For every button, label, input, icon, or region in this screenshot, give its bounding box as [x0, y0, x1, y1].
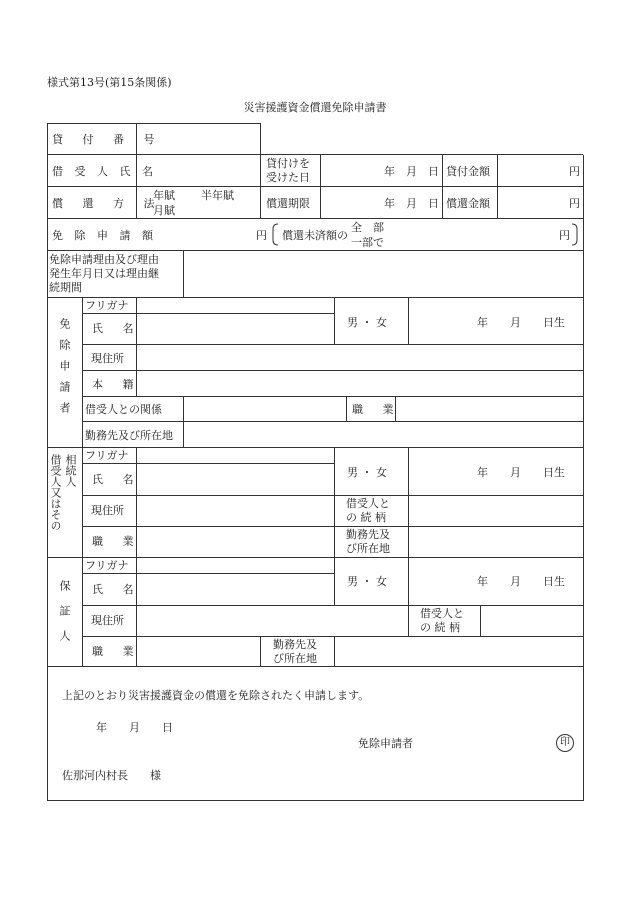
mask-top [261, 123, 584, 124]
heir-address-label: 現住所 [91, 504, 124, 517]
guarantor-occupation-label: 職 業 [92, 645, 142, 658]
exempt-amount-yen: 円 [256, 229, 267, 242]
reason-line-2: 発生年月日又は理由継 [49, 267, 159, 280]
applicant-address-label: 現住所 [91, 352, 124, 365]
guarantor-birth: 年 月 日生 [477, 575, 565, 588]
heir-workplace-label-1: 勤務先及 [346, 528, 390, 541]
loan-date-label-2: 受けた日 [266, 171, 310, 184]
repayment-method-label: 償 還 方 法 [52, 197, 163, 210]
heir-name-label: 氏 名 [92, 473, 142, 486]
option-annual[interactable]: 年賦 [153, 189, 175, 202]
loan-number-field[interactable] [137, 124, 260, 154]
applicant-birth: 年 月 日生 [477, 316, 565, 329]
repaid-amount-label: 償還金額 [446, 197, 490, 210]
heir-side-label-col1: 借受人又はその [49, 454, 62, 531]
signature-applicant-label: 免除申請者 [358, 737, 413, 750]
loan-amount-label: 貸付金額 [446, 165, 490, 178]
seal-mark: 印 [556, 734, 574, 752]
guarantor-relation-label-1: 借受人と [420, 607, 464, 620]
unpaid-label: 償還未済額の [282, 229, 348, 242]
guarantor-gender[interactable]: 男 ・ 女 [347, 575, 387, 588]
loan-number-label: 貸 付 番 号 [52, 133, 163, 146]
guarantor-address-label: 現住所 [91, 614, 124, 627]
guarantor-workplace-label-2: び所在地 [273, 652, 317, 665]
applicant-name-label: 氏 名 [92, 322, 142, 335]
guarantor-relation-label-2: の 続 柄 [420, 621, 460, 634]
loan-date-label-1: 貸付けを [266, 157, 310, 170]
applicant-side-label: 免除申請者 [58, 318, 71, 423]
applicant-furigana-label: フリガナ [85, 299, 129, 312]
guarantor-workplace-label-1: 勤務先及 [273, 638, 317, 651]
guarantor-furigana-label: フリガナ [85, 559, 129, 572]
heir-relation-label-2: の 続 柄 [346, 511, 386, 524]
form-title: 災害援護資金償還免除申請書 [243, 101, 387, 114]
repayment-period-ymd: 年 月 日 [384, 197, 439, 210]
reason-field[interactable] [184, 251, 583, 297]
applicant-relation-label: 借受人との関係 [85, 403, 162, 416]
guarantor-side-label: 保証人 [58, 580, 71, 655]
applicant-occupation-label: 職 業 [352, 403, 402, 416]
heir-side-label-col2: 相続人 [64, 454, 77, 487]
applicant-domicile-label: 本 籍 [92, 378, 142, 391]
reason-line-3: 続期間 [49, 281, 82, 294]
form-number: 様式第13号(第15条関係) [47, 76, 172, 89]
heir-occupation-label: 職 業 [92, 535, 142, 548]
applicant-workplace-label: 勤務先及び所在地 [85, 429, 173, 442]
exempt-amount-label: 免 除 申 請 額 [52, 229, 157, 242]
statement: 上記のとおり災害援護資金の償還を免除されたく申請します。 [62, 689, 370, 702]
heir-relation-label-1: 借受人と [346, 497, 390, 510]
option-semiannual[interactable]: 半年賦 [201, 189, 234, 202]
borrower-name-label: 借 受 人 氏 名 [52, 165, 157, 178]
loan-amount-yen: 円 [569, 165, 580, 178]
option-all[interactable]: 全 部 [351, 221, 384, 234]
heir-furigana-label: フリガナ [85, 449, 129, 462]
loan-date-ymd: 年 月 日 [384, 165, 439, 178]
unpaid-yen: 円 [559, 229, 570, 242]
heir-workplace-label-2: び所在地 [346, 542, 390, 555]
option-monthly[interactable]: 月賦 [153, 204, 175, 217]
borrower-name-field[interactable] [137, 155, 260, 186]
reason-line-1: 免除申請理由及び理由 [49, 253, 159, 266]
applicant-gender[interactable]: 男 ・ 女 [347, 316, 387, 329]
signature-date: 年 月 日 [96, 721, 173, 734]
repaid-amount-yen: 円 [569, 197, 580, 210]
option-part[interactable]: 一部で [351, 236, 384, 249]
repayment-period-label: 償還期限 [266, 197, 310, 210]
guarantor-name-label: 氏 名 [92, 583, 142, 596]
heir-birth: 年 月 日生 [477, 466, 565, 479]
heir-gender[interactable]: 男 ・ 女 [347, 466, 387, 479]
mask [583, 123, 584, 155]
addressee: 佐那河内村長 様 [62, 769, 161, 782]
